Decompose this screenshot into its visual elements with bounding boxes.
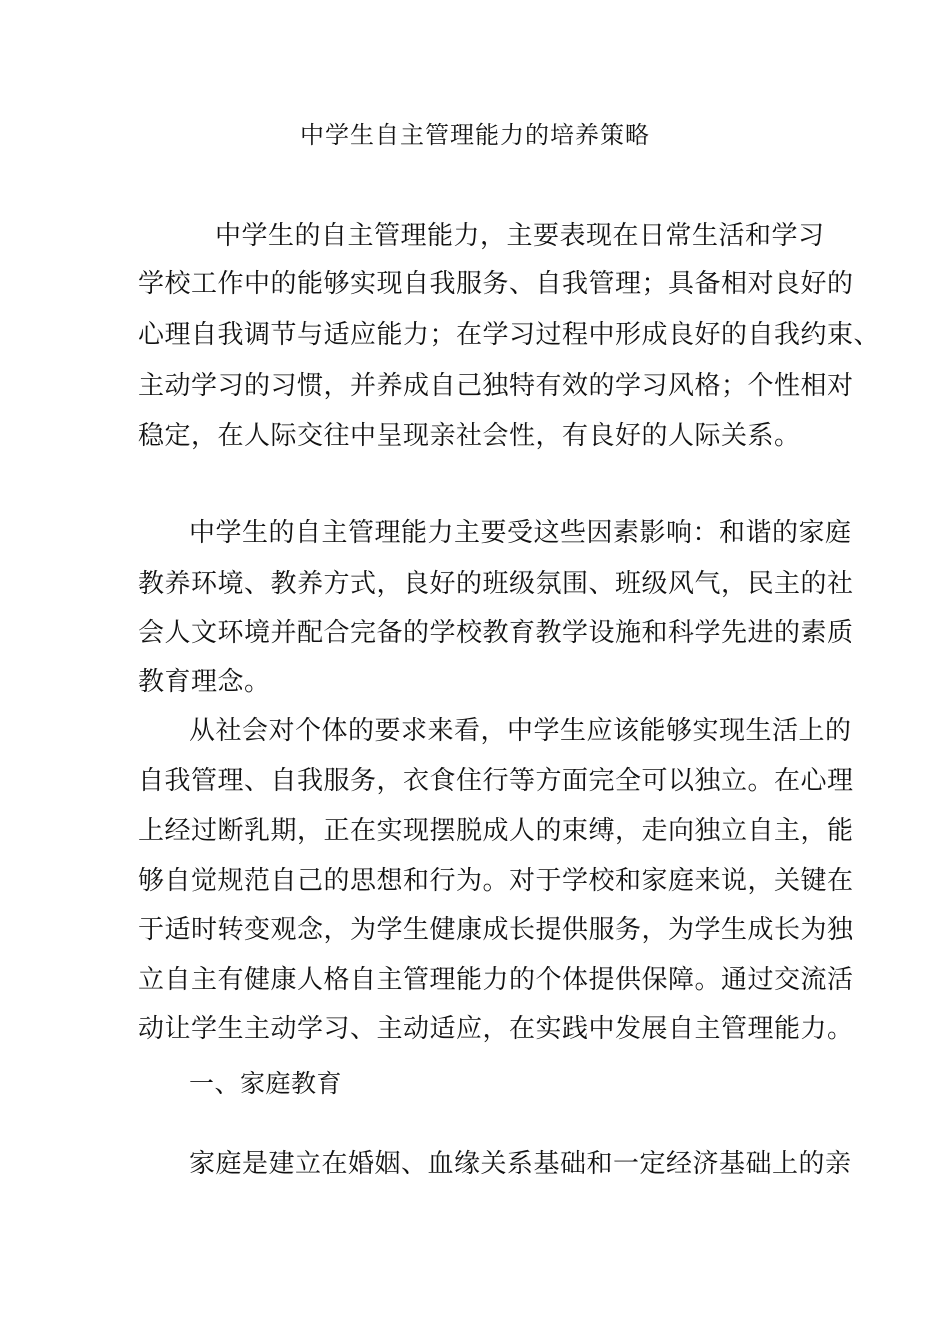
paragraph-3-line-3: 上经过断乳期，正在实现摆脱成人的束缚，走向独立自主，能	[138, 816, 854, 846]
paragraph-2-line-3: 会人文环境并配合完备的学校教育教学设施和科学先进的素质	[138, 618, 854, 648]
paragraph-1-line-2: 学校工作中的能够实现自我服务、自我管理；具备相对良好的	[138, 269, 854, 299]
paragraph-1-line-3: 心理自我调节与适应能力；在学习过程中形成良好的自我约束、	[138, 320, 881, 350]
paragraph-1-line-5: 稳定，在人际交往中呈现亲社会性，有良好的人际关系。	[138, 421, 801, 451]
paragraph-3-line-5: 于适时转变观念，为学生健康成长提供服务，为学生成长为独	[138, 915, 854, 945]
paragraph-3-line-4: 够自觉规范自己的思想和行为。对于学校和家庭来说，关键在	[138, 866, 854, 896]
paragraph-3-line-7: 动让学生主动学习、主动适应，在实践中发展自主管理能力。	[138, 1014, 854, 1044]
paragraph-4-line-1: 家庭是建立在婚姻、血缘关系基础和一定经济基础上的亲	[189, 1149, 852, 1179]
paragraph-3-line-2: 自我管理、自我服务，衣食住行等方面完全可以独立。在心理	[138, 766, 854, 796]
paragraph-1-line-4: 主动学习的习惯，并养成自己独特有效的学习风格；个性相对	[138, 371, 854, 401]
paragraph-2-line-1: 中学生的自主管理能力主要受这些因素影响：和谐的家庭	[189, 518, 852, 548]
paragraph-2-line-4: 教育理念。	[138, 667, 271, 697]
paragraph-3-line-1: 从社会对个体的要求来看，中学生应该能够实现生活上的	[189, 716, 852, 746]
section-heading-family-education: 一、家庭教育	[189, 1069, 343, 1098]
paragraph-2-line-2: 教养环境、教养方式，良好的班级氛围、班级风气，民主的社	[138, 569, 854, 599]
document-title: 中学生自主管理能力的培养策略	[300, 121, 650, 149]
paragraph-3-line-6: 立自主有健康人格自主管理能力的个体提供保障。通过交流活	[138, 965, 854, 995]
paragraph-1-line-1: 中学生的自主管理能力，主要表现在日常生活和学习	[215, 221, 825, 251]
